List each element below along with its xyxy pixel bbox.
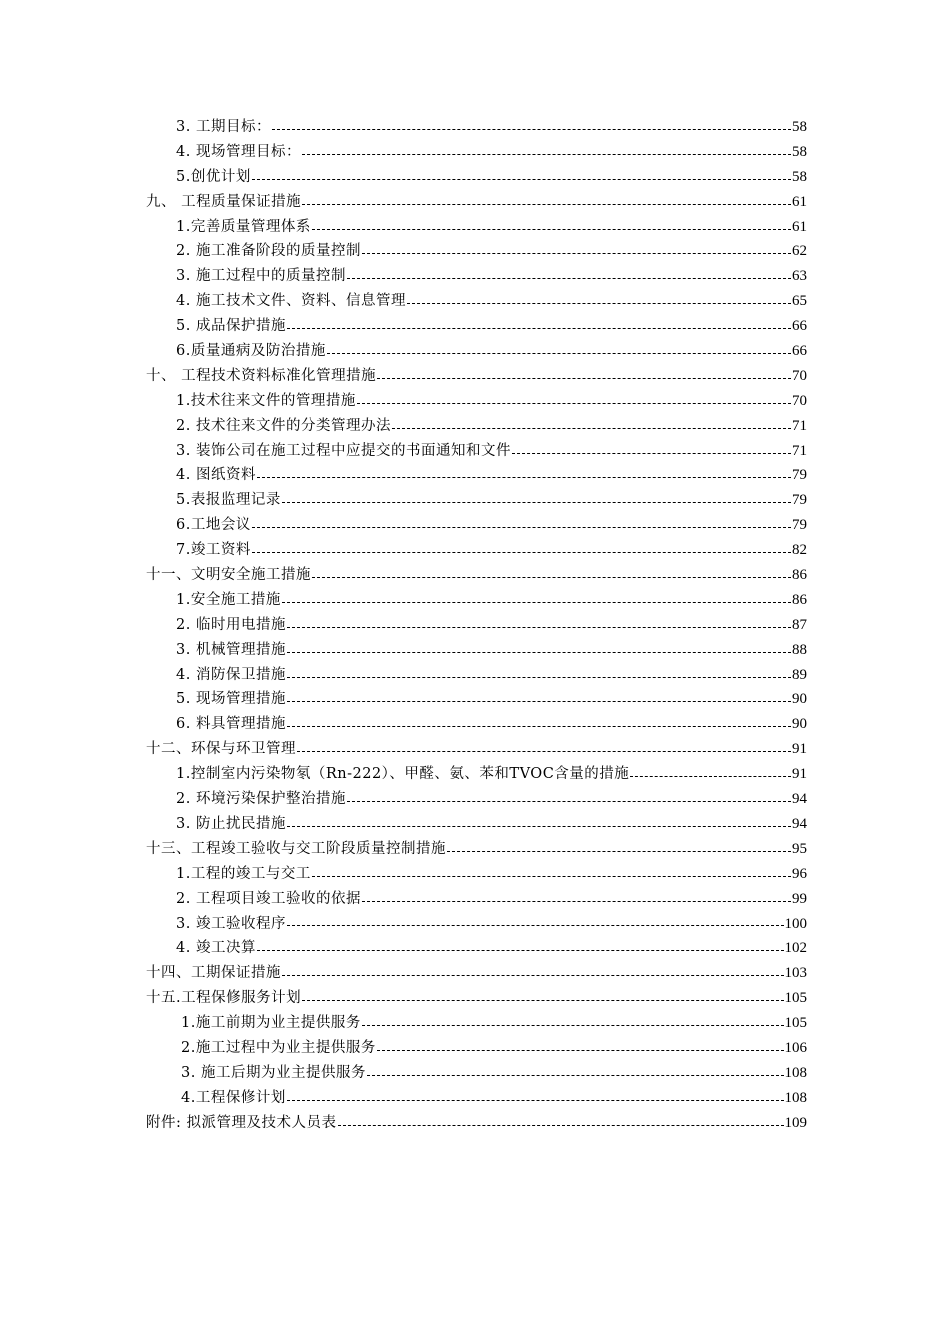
toc-entry: [0, 1061, 950, 1086]
toc-entry: [0, 663, 950, 688]
toc-leader-dashes: [287, 627, 791, 628]
toc-leader-dashes: [282, 502, 791, 503]
toc-entry-title: 十三、工程竣工验收与交工阶段质量控制措施: [146, 840, 446, 857]
toc-entry: [0, 389, 950, 414]
toc-page-number: 96: [792, 865, 807, 882]
toc-page-number: 66: [792, 318, 807, 335]
toc-page-number: 88: [792, 641, 807, 658]
toc-entry-title: 1.完善质量管理体系: [176, 218, 311, 235]
toc-entry: [0, 239, 950, 264]
toc-leader-dashes: [377, 378, 791, 379]
toc-page-number: 105: [784, 1015, 807, 1032]
toc-page-number: 58: [792, 168, 807, 185]
toc-entry-line: [181, 1061, 807, 1086]
toc-entry-title: 1.施工前期为业主提供服务: [181, 1015, 361, 1032]
toc-entry-line: [146, 737, 807, 762]
toc-entry: [0, 115, 950, 140]
toc-entry-line: [176, 538, 807, 563]
toc-entry-line: [176, 513, 807, 538]
toc-entry: [0, 364, 950, 389]
toc-entry-title: 3. 竣工验收程序: [176, 915, 286, 932]
toc-page-number: 70: [792, 392, 807, 409]
toc-leader-dashes: [287, 726, 791, 727]
toc-entry-title: 2. 工程项目竣工验收的依据: [176, 890, 361, 907]
toc-page-number: 70: [792, 367, 807, 384]
toc-entry: [0, 687, 950, 712]
toc-entry-line: [146, 364, 807, 389]
toc-leader-dashes: [257, 950, 784, 951]
toc-entry-title: 2.施工过程中为业主提供服务: [181, 1039, 376, 1056]
toc-entry: [0, 190, 950, 215]
toc-leader-dashes: [287, 677, 791, 678]
toc-entry-line: [176, 339, 807, 364]
toc-entry: [0, 140, 950, 165]
toc-entry: [0, 1111, 950, 1136]
toc-leader-dashes: [302, 154, 791, 155]
toc-entry-title: 2. 施工准备阶段的质量控制: [176, 243, 361, 260]
toc-entry-title: 1.工程的竣工与交工: [176, 865, 311, 882]
toc-entry-title: 2. 临时用电措施: [176, 616, 286, 633]
toc-leader-dashes: [302, 1000, 783, 1001]
toc-page-number: 90: [792, 691, 807, 708]
toc-entry-line: [176, 613, 807, 638]
toc-entry: [0, 1086, 950, 1111]
toc-entry-title: 5.创优计划: [176, 168, 251, 185]
toc-page-number: 108: [784, 1089, 807, 1106]
toc-leader-dashes: [287, 652, 791, 653]
toc-entry-line: [176, 687, 807, 712]
toc-page-number: 89: [792, 666, 807, 683]
toc-entry: [0, 862, 950, 887]
toc-entry-title: 6. 料具管理措施: [176, 716, 286, 733]
toc-page-number: 65: [792, 293, 807, 310]
toc-page-number: 99: [792, 890, 807, 907]
toc-entry-line: [176, 140, 807, 165]
toc-leader-dashes: [362, 901, 791, 902]
toc-page-number: 61: [792, 193, 807, 210]
toc-entry: [0, 488, 950, 513]
toc-entry: [0, 463, 950, 488]
toc-entry: [0, 762, 950, 787]
toc-page-number: 79: [792, 467, 807, 484]
toc-entry-line: [146, 986, 807, 1011]
toc-entry-title: 6.工地会议: [176, 517, 251, 534]
toc-leader-dashes: [302, 204, 791, 205]
toc-entry-title: 3. 施工过程中的质量控制: [176, 268, 346, 285]
toc-entry-line: [176, 787, 807, 812]
toc-entry: [0, 414, 950, 439]
toc-leader-dashes: [287, 1100, 784, 1101]
toc-entry: [0, 837, 950, 862]
toc-entry-title: 十五.工程保修服务计划: [146, 990, 302, 1007]
toc-entry-line: [181, 1011, 807, 1036]
toc-page-number: 66: [792, 343, 807, 360]
toc-entry: [0, 986, 950, 1011]
toc-entry-title: 5. 成品保护措施: [176, 318, 286, 335]
toc-entry: [0, 314, 950, 339]
toc-entry-title: 十、 工程技术资料标准化管理措施: [146, 367, 377, 384]
toc-page-number: 91: [792, 741, 807, 758]
toc-entry-title: 十一、文明安全施工措施: [146, 567, 311, 584]
toc-entry-line: [176, 663, 807, 688]
toc-entry-line: [176, 239, 807, 264]
toc-leader-dashes: [630, 776, 791, 777]
toc-page-number: 102: [784, 940, 807, 957]
toc-page-number: 103: [784, 965, 807, 982]
toc-page-number: 108: [784, 1064, 807, 1081]
toc-page-number: 86: [792, 567, 807, 584]
toc-page-number: 87: [792, 616, 807, 633]
toc-entry: [0, 264, 950, 289]
toc-page-number: 100: [784, 915, 807, 932]
toc-page-number: 90: [792, 716, 807, 733]
toc-entry: [0, 289, 950, 314]
toc-page-number: 109: [784, 1114, 807, 1131]
toc-leader-dashes: [312, 577, 791, 578]
toc-leader-dashes: [362, 253, 791, 254]
toc-entry-line: [176, 638, 807, 663]
toc-page-number: 62: [792, 243, 807, 260]
toc-entry-title: 4. 现场管理目标：: [176, 143, 301, 160]
toc-entry: [0, 339, 950, 364]
toc-page-number: 106: [784, 1039, 807, 1056]
toc-leader-dashes: [287, 826, 791, 827]
toc-entry-title: 5. 现场管理措施: [176, 691, 286, 708]
toc-entry: [0, 538, 950, 563]
toc-page-number: 58: [792, 143, 807, 160]
toc-leader-dashes: [367, 1075, 784, 1076]
toc-entry-line: [176, 314, 807, 339]
toc-entry-line: [176, 115, 807, 140]
toc-entry-line: [176, 439, 807, 464]
toc-leader-dashes: [357, 403, 791, 404]
toc-leader-dashes: [407, 303, 791, 304]
toc-entry-line: [176, 762, 807, 787]
toc-entry: [0, 1011, 950, 1036]
toc-entry-line: [181, 1036, 807, 1061]
toc-leader-dashes: [272, 129, 791, 130]
toc-entry: [0, 912, 950, 937]
toc-entry-line: [146, 837, 807, 862]
toc-entry-title: 3. 装饰公司在施工过程中应提交的书面通知和文件: [176, 442, 511, 459]
toc-entry-title: 1.安全施工措施: [176, 591, 281, 608]
toc-page-number: 95: [792, 840, 807, 857]
toc-entry-line: [176, 389, 807, 414]
toc-leader-dashes: [287, 925, 784, 926]
toc-entry-line: [146, 563, 807, 588]
toc-entry-title: 2. 环境污染保护整治措施: [176, 791, 346, 808]
toc-entry-line: [146, 190, 807, 215]
toc-entry-line: [146, 961, 807, 986]
toc-entry-title: 1.控制室内污染物氡（Rn-222）、甲醛、氨、苯和TVOC含量的措施: [176, 766, 630, 783]
toc-entry: [0, 812, 950, 837]
toc-entry-title: 十四、工期保证措施: [146, 965, 281, 982]
toc-leader-dashes: [312, 229, 791, 230]
toc-entry-title: 6.质量通病及防治措施: [176, 343, 326, 360]
toc-entry-line: [176, 264, 807, 289]
toc-page-number: 86: [792, 591, 807, 608]
toc-entry-title: 7.竣工资料: [176, 542, 251, 559]
toc-entry: [0, 1036, 950, 1061]
toc-entry: [0, 613, 950, 638]
toc-leader-dashes: [287, 328, 791, 329]
toc-leader-dashes: [252, 552, 791, 553]
toc-leader-dashes: [282, 975, 784, 976]
toc-entry-title: 4. 施工技术文件、资料、信息管理: [176, 293, 406, 310]
toc-entry: [0, 787, 950, 812]
toc-entry-title: 4.工程保修计划: [181, 1089, 286, 1106]
toc-entry-title: 3. 机械管理措施: [176, 641, 286, 658]
toc-entry-title: 2. 技术往来文件的分类管理办法: [176, 417, 391, 434]
toc-entry-line: [176, 215, 807, 240]
toc-entry: [0, 215, 950, 240]
toc-leader-dashes: [447, 851, 791, 852]
toc-page-number: 105: [784, 990, 807, 1007]
toc-page-number: 63: [792, 268, 807, 285]
toc-entry-line: [176, 912, 807, 937]
toc-entry-line: [176, 165, 807, 190]
toc-entry: [0, 513, 950, 538]
toc-entry-title: 3. 防止扰民措施: [176, 815, 286, 832]
toc-entry-title: 3. 工期目标：: [176, 119, 271, 135]
toc-leader-dashes: [327, 353, 791, 354]
toc-leader-dashes: [252, 179, 791, 180]
toc-entry-line: [176, 414, 807, 439]
toc-entry-title: 5.表报监理记录: [176, 492, 281, 509]
toc-entry-title: 4. 图纸资料: [176, 467, 256, 484]
toc-entry: [0, 936, 950, 961]
toc-entry-line: [176, 289, 807, 314]
toc-entry-line: [176, 862, 807, 887]
toc-leader-dashes: [362, 1025, 784, 1026]
toc-entry-line: [176, 463, 807, 488]
toc-leader-dashes: [312, 876, 791, 877]
toc-page-number: 82: [792, 542, 807, 559]
toc-page-number: 79: [792, 492, 807, 509]
table-of-contents: [0, 115, 950, 1136]
toc-page-number: 94: [792, 791, 807, 808]
toc-entry-line: [176, 887, 807, 912]
toc-leader-dashes: [347, 801, 791, 802]
toc-entry-title: 4. 竣工决算: [176, 940, 256, 957]
toc-leader-dashes: [338, 1125, 784, 1126]
toc-entry-title: 3. 施工后期为业主提供服务: [181, 1064, 366, 1081]
toc-page-number: 61: [792, 218, 807, 235]
toc-entry: [0, 563, 950, 588]
toc-page-number: 94: [792, 815, 807, 832]
toc-page-number: 71: [792, 442, 807, 459]
toc-page-number: 58: [792, 119, 807, 135]
toc-entry: [0, 638, 950, 663]
toc-page-number: 79: [792, 517, 807, 534]
toc-entry-title: 附件: 拟派管理及技术人员表: [146, 1114, 337, 1131]
toc-entry: [0, 887, 950, 912]
toc-leader-dashes: [287, 701, 791, 702]
toc-leader-dashes: [347, 278, 791, 279]
toc-leader-dashes: [392, 428, 791, 429]
toc-entry: [0, 737, 950, 762]
toc-page-number: 71: [792, 417, 807, 434]
toc-leader-dashes: [252, 527, 791, 528]
toc-entry-title: 九、 工程质量保证措施: [146, 193, 302, 210]
toc-leader-dashes: [297, 751, 791, 752]
toc-entry-line: [176, 588, 807, 613]
toc-entry-title: 4. 消防保卫措施: [176, 666, 286, 683]
toc-leader-dashes: [377, 1050, 784, 1051]
toc-entry: [0, 961, 950, 986]
toc-entry-title: 十二、环保与环卫管理: [146, 741, 296, 758]
toc-leader-dashes: [512, 453, 791, 454]
toc-entry-line: [176, 936, 807, 961]
toc-entry-title: 1.技术往来文件的管理措施: [176, 392, 356, 409]
toc-entry-line: [181, 1086, 807, 1111]
toc-leader-dashes: [282, 602, 791, 603]
toc-entry: [0, 588, 950, 613]
toc-entry: [0, 165, 950, 190]
toc-entry-line: [176, 712, 807, 737]
toc-entry: [0, 439, 950, 464]
toc-entry-line: [176, 488, 807, 513]
toc-leader-dashes: [257, 477, 791, 478]
toc-entry-line: [146, 1111, 807, 1136]
toc-page-number: 91: [792, 766, 807, 783]
toc-entry-line: [176, 812, 807, 837]
toc-entry: [0, 712, 950, 737]
